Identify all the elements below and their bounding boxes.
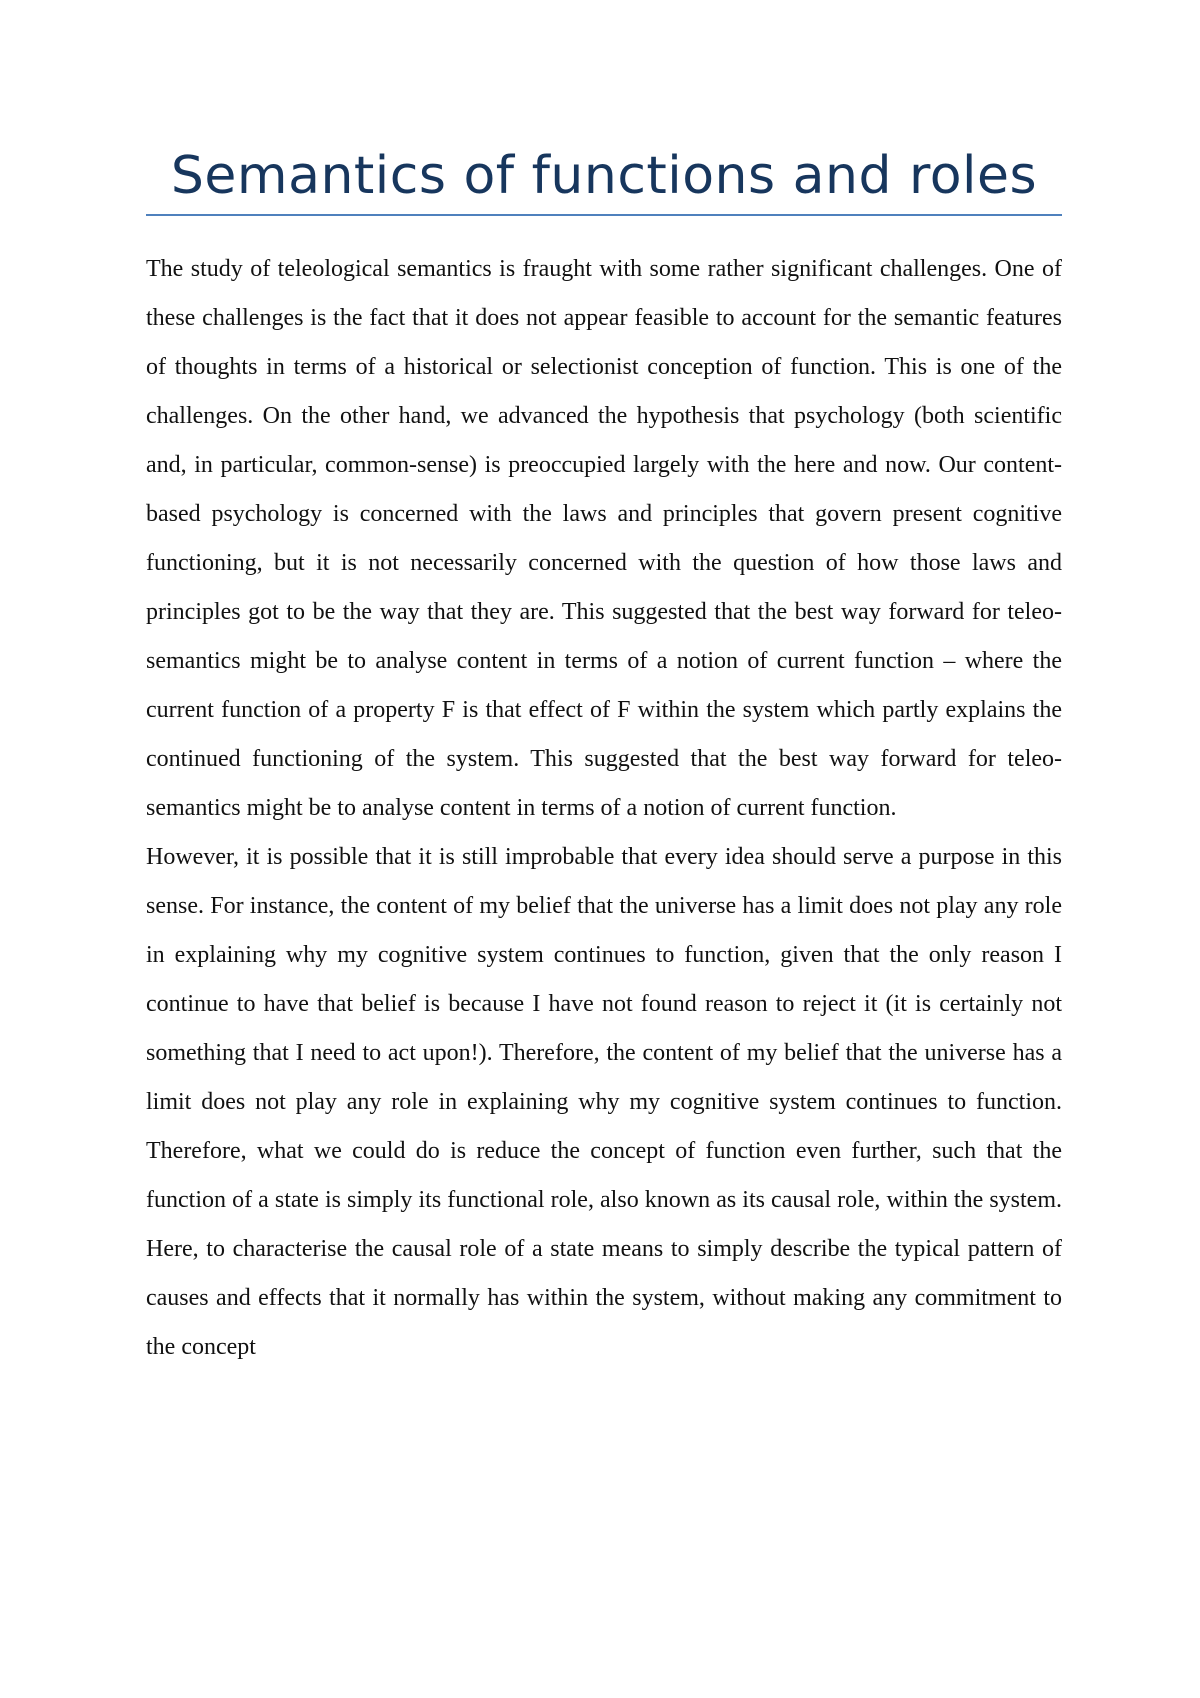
body-paragraph-2: However, it is possible that it is still improbable that every idea should serve a purpose in this sense. For instance, the content of my belief that the universe has a limit does not play any role in explaining why my cognitive system continues to function, given that the only reason I continue to have that belief is because I have not found reason to reject it (it is certainly not something that I need to act upon!). Therefore, the content of my belief that the universe has a limit does not play any role in explaining why my cognitive system continues to function. Therefore, what we could do is reduce the concept of function even further, such that the function of a state is simply its functional role, also known as its causal role, within the system. Here, to characterise the causal role of a state means to simply describe the typical pattern of causes and effects that it normally has within the system, without making any commitment to the concept xyxy=(146,844,1062,1360)
document-title: Semantics of functions and roles xyxy=(170,146,1038,206)
body-paragraph-1: The study of teleological semantics is fraught with some rather significant challenges. One of these challenges is the fact that it does not appear feasible to account for the semantic features of thoughts in terms of a historical or selectionist conception of function. This is one of the challenges. On the other hand, we advanced the hypothesis that psychology (both scientific and, in particular, common-sense) is preoccupied largely with the here and now. Our content-based psychology is concerned with the laws and principles that govern present cognitive functioning, but it is not necessarily concerned with the question of how those laws and principles got to be the way that they are. This suggested that the best way forward for teleo-semantics might be to analyse content in terms of a notion of current function – where the current function of a property F is that effect of F within the system which partly explains the continued functioning of the system. This suggested that the best way forward for teleo-semantics might be to analyse content in terms of a notion of current function. xyxy=(146,256,1062,821)
document-body xyxy=(146,245,1062,1372)
title-underline xyxy=(146,214,1062,216)
